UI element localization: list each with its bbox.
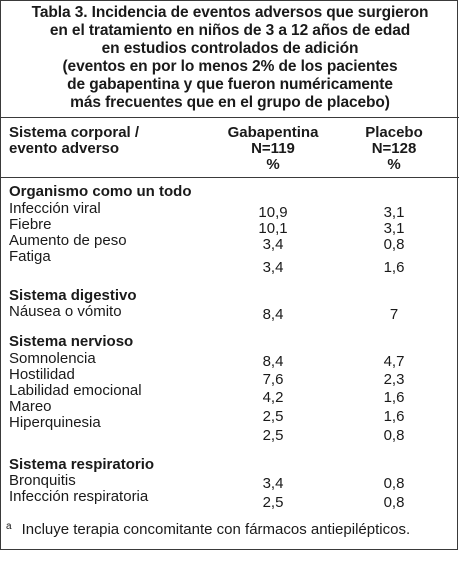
footnote [6, 519, 410, 537]
section-title: Sistema digestivo [9, 287, 137, 304]
header-col2-line3: % [387, 156, 401, 173]
gabapentina-value: 2,5 [262, 494, 284, 511]
placebo-value: 0,8 [383, 475, 405, 492]
gabapentina-value: 10,1 [258, 220, 288, 237]
event-label: Náusea o vómito [9, 303, 122, 320]
header-col1-line2: N=119 [251, 140, 295, 157]
table-title-line: más frecuentes que en el grupo de placebo) [70, 94, 390, 111]
header-col1-line3: % [266, 156, 280, 173]
table-title-box [1, 1, 459, 118]
gabapentina-value: 3,4 [262, 475, 284, 492]
placebo-value: 0,8 [383, 427, 405, 444]
header-col0-line1: Sistema corporal / [9, 124, 140, 141]
gabapentina-value: 8,4 [262, 306, 284, 323]
placebo-value: 0,8 [383, 494, 405, 511]
header-col1-line1: Gabapentina [227, 124, 319, 141]
section-title: Sistema respiratorio [9, 456, 155, 473]
header-col0-line2: evento adverso [9, 140, 120, 157]
placebo-value: 4,7 [383, 353, 405, 370]
placebo-value: 1,6 [383, 408, 405, 425]
placebo-value: 3,1 [383, 220, 405, 237]
gabapentina-value: 3,4 [262, 236, 284, 253]
section-title: Sistema nervioso [9, 333, 134, 350]
gabapentina-value: 3,4 [262, 259, 284, 276]
event-label: Mareo [9, 398, 52, 415]
gabapentina-value: 8,4 [262, 353, 284, 370]
header-rule [1, 177, 459, 178]
event-label: Bronquitis [9, 472, 76, 489]
table-title-line: de gabapentina y que fueron numéricamente [67, 76, 393, 93]
event-label: Labilidad emocional [9, 382, 142, 399]
event-label: Infección viral [9, 200, 101, 217]
event-label: Hostilidad [9, 366, 75, 383]
table-title-line: Tabla 3. Incidencia de eventos adversos que surgieron [31, 4, 429, 21]
table-title-line: en el tratamiento en niños de 3 a 12 años de edad [49, 22, 411, 39]
event-label: Fatiga [9, 248, 51, 265]
header-col2-line1: Placebo [365, 124, 423, 141]
table-title-line: (eventos en por lo menos 2% de los pacientes [62, 58, 398, 75]
placebo-value: 0,8 [383, 236, 405, 253]
footnote-text: Incluye terapia concomitante con fármacos antiepilépticos. [21, 521, 411, 538]
placebo-value: 1,6 [383, 389, 405, 406]
placebo-value: 2,3 [383, 371, 405, 388]
gabapentina-value: 2,5 [262, 427, 284, 444]
placebo-value: 7 [389, 306, 399, 323]
placebo-value: 3,1 [383, 204, 405, 221]
section-title: Organismo como un todo [9, 183, 192, 200]
table-title-line: en estudios controlados de adición [101, 40, 359, 57]
gabapentina-value: 10,9 [258, 204, 288, 221]
gabapentina-value: 2,5 [262, 408, 284, 425]
event-label: Infección respiratoria [9, 488, 149, 505]
event-label: Fiebre [9, 216, 52, 233]
event-label: Somnolencia [9, 350, 96, 367]
event-label: Hiperquinesia [9, 414, 101, 431]
placebo-value: 1,6 [383, 259, 405, 276]
event-label: Aumento de peso [9, 232, 127, 249]
gabapentina-value: 4,2 [262, 389, 284, 406]
header-col2-line2: N=128 [371, 140, 417, 157]
footnote-marker: a [6, 521, 12, 532]
gabapentina-value: 7,6 [262, 371, 284, 388]
